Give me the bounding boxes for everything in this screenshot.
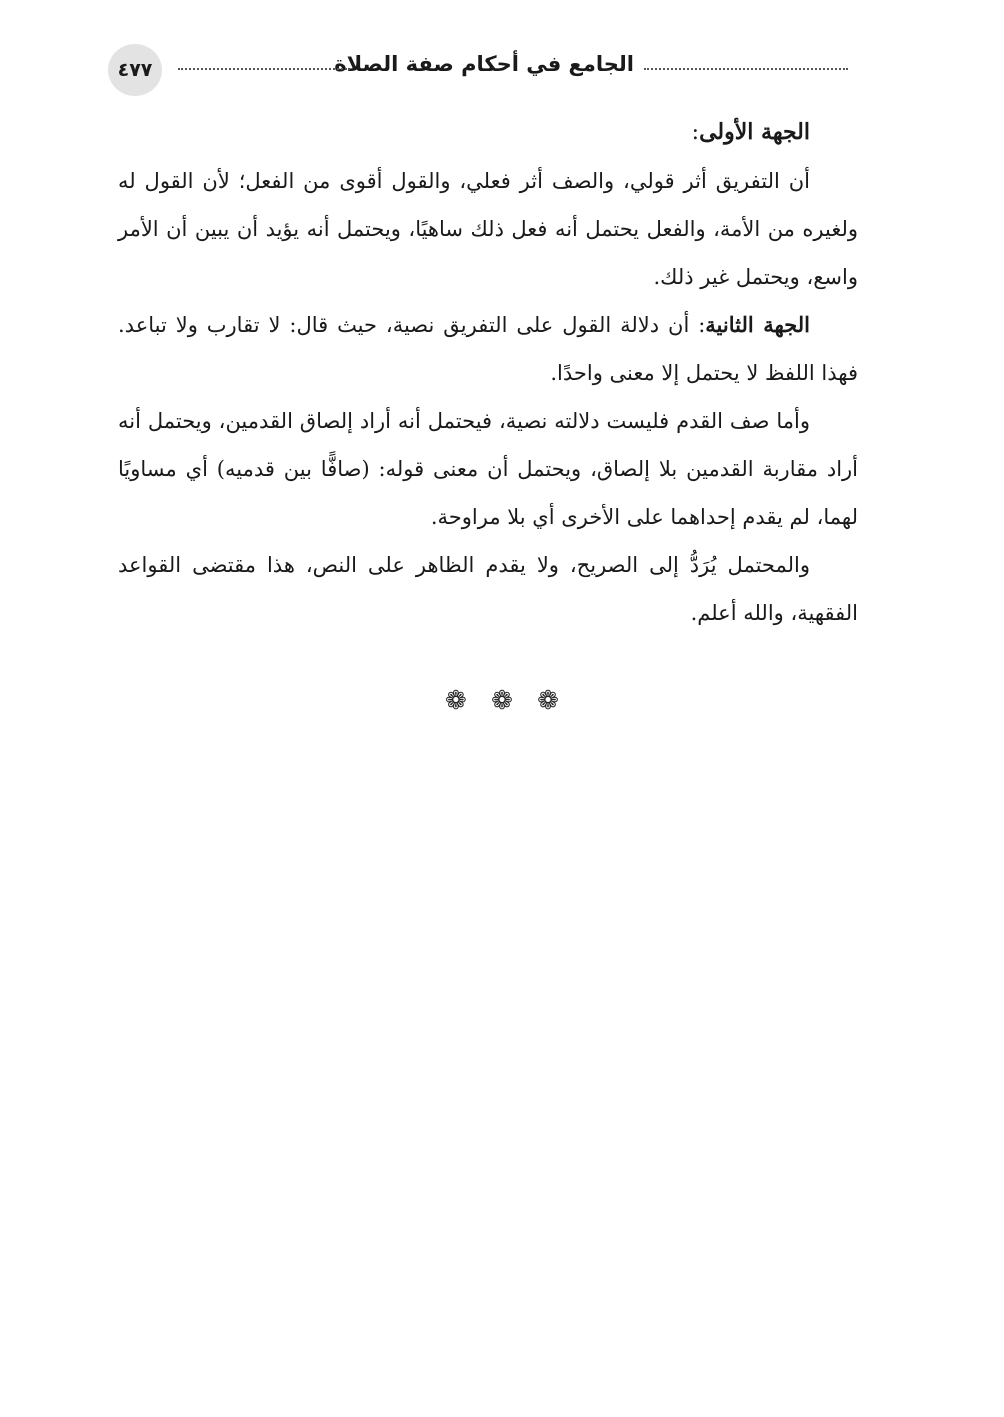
header-dotted-line-left	[178, 68, 350, 70]
heading-colon: :	[691, 120, 700, 145]
paragraph-second-aspect-text: : أن دلالة القول على التفريق نصية، حيث قال: لا تقارب ولا تباعد. فهذا اللفظ لا يحتمل إلا معنى واحدًا.	[118, 313, 858, 385]
page-body	[118, 108, 858, 637]
paragraph-conclusion: والمحتمل يُرَدُّ إلى الصريح، ولا يقدم الظاهر على النص، هذا مقتضى القواعد الفقهية، والله أعلم.	[118, 553, 858, 625]
paragraph-first-aspect: أن التفريق أثر قولي، والصف أثر فعلي، والقول أقوى من الفعل؛ لأن القول له ولغيره من الأمة، والفعل يحتمل أنه فعل ذلك ساهيًا، ويحتمل أنه يؤيد أن يبين أن الأمر واسع، ويحتمل غير ذلك.	[118, 169, 858, 289]
paragraph-foot-alignment: وأما صف القدم فليست دلالته نصية، فيحتمل أنه أراد إلصاق القدمين، ويحتمل أنه أراد مقاربة القدمين بلا إلصاق، ويحتمل أن معنى قوله: (صافًّا بين قدميه) أي مساويًا لهما، لم يقدم إحداهما على الأخرى أي بلا مراوحة.	[118, 409, 858, 529]
section-heading-first-aspect	[118, 108, 858, 157]
section-end-ornaments	[0, 686, 1004, 716]
heading-first-aspect-label: الجهة الأولى	[699, 119, 810, 145]
book-title: الجامع في أحكام صفة الصلاة	[334, 52, 634, 76]
page-number: ٤٧٧	[108, 44, 162, 96]
flower-ornament-icon: ❁	[537, 686, 559, 716]
flower-ornament-icon: ❁	[491, 686, 513, 716]
flower-ornament-icon: ❁	[445, 686, 467, 716]
header-dotted-line-right	[644, 68, 848, 70]
page-header	[108, 44, 848, 96]
heading-second-aspect-label: الجهة الثانية	[705, 312, 810, 337]
paragraph-second-aspect	[118, 301, 858, 397]
